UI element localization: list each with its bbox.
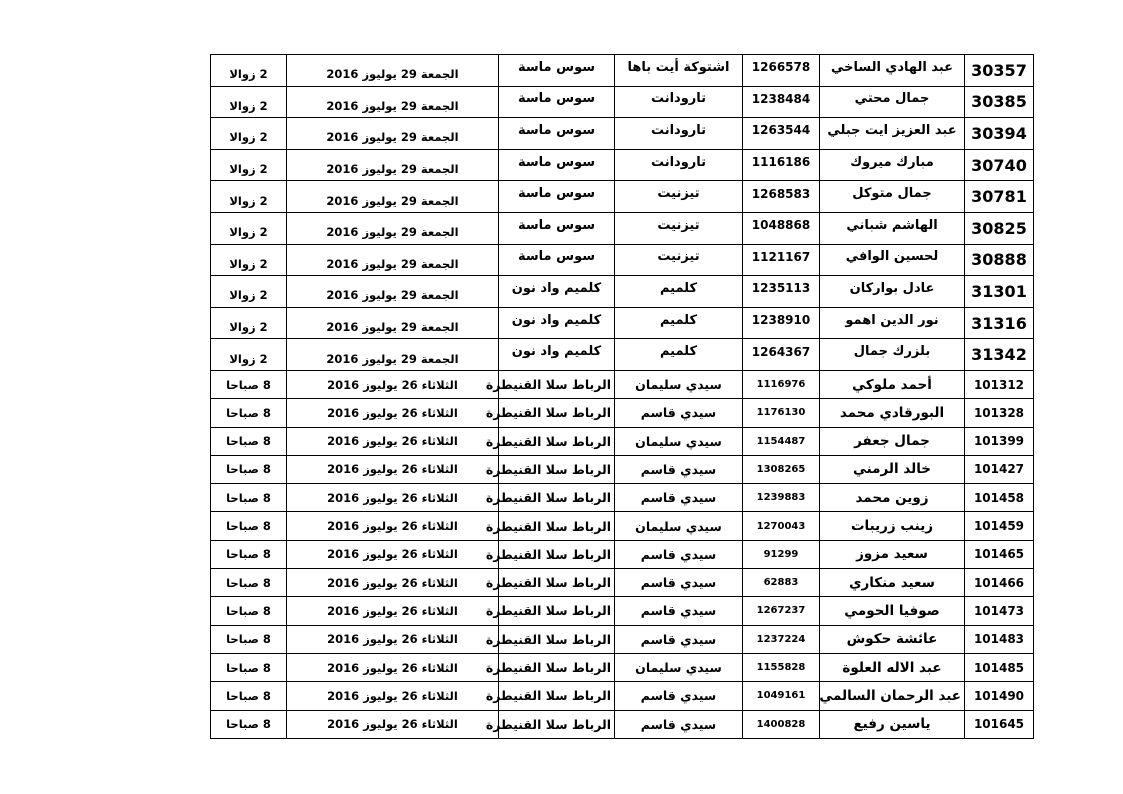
table-row (211, 540, 1034, 568)
time-cell: 8 صباحا (211, 512, 287, 540)
time-cell: 8 صباحا (211, 484, 287, 512)
code-cell: 1268583 (743, 181, 820, 213)
province-cell: تارودانت (615, 149, 743, 181)
region-cell: الرباط سلا القنيطرة (499, 625, 615, 653)
date-cell: الثلاثاء 26 يوليوز 2016 (287, 597, 499, 625)
number-cell: 101466 (965, 569, 1034, 597)
name-cell: نور الدين اهمو (820, 307, 965, 339)
name-cell: خالد الرمني (820, 455, 965, 483)
date-cell: الجمعة 29 يوليوز 2016 (287, 276, 499, 308)
time-cell: 8 صباحا (211, 399, 287, 427)
region-cell: سوس ماسة (499, 149, 615, 181)
table-row (211, 86, 1034, 118)
code-cell: 1266578 (743, 55, 820, 87)
province-cell: كلميم (615, 339, 743, 371)
number-cell: 30357 (965, 55, 1034, 87)
time-cell: 2 زوالا (211, 149, 287, 181)
province-cell: تارودانت (615, 86, 743, 118)
code-cell: 1048868 (743, 212, 820, 244)
table-row (211, 512, 1034, 540)
region-cell: الرباط سلا القنيطرة (499, 653, 615, 681)
time-cell: 2 زوالا (211, 118, 287, 150)
name-cell: عبد الاله العلوة (820, 653, 965, 681)
region-cell: سوس ماسة (499, 55, 615, 87)
code-cell: 1238484 (743, 86, 820, 118)
region-cell: كلميم واد نون (499, 339, 615, 371)
table-row (211, 653, 1034, 681)
region-cell: الرباط سلا القنيطرة (499, 484, 615, 512)
code-cell: 1263544 (743, 118, 820, 150)
time-cell: 8 صباحا (211, 569, 287, 597)
table-row (211, 276, 1034, 308)
roster-table (210, 54, 1034, 739)
region-cell: كلميم واد نون (499, 276, 615, 308)
number-cell: 31316 (965, 307, 1034, 339)
table-row (211, 484, 1034, 512)
date-cell: الثلاثاء 26 يوليوز 2016 (287, 625, 499, 653)
roster-table-body (211, 55, 1034, 739)
date-cell: الجمعة 29 يوليوز 2016 (287, 118, 499, 150)
table-row (211, 118, 1034, 150)
region-cell: سوس ماسة (499, 181, 615, 213)
region-cell: سوس ماسة (499, 118, 615, 150)
code-cell: 1235113 (743, 276, 820, 308)
code-cell: 1116976 (743, 370, 820, 398)
name-cell: عبد الرحمان السالمي (820, 682, 965, 710)
code-cell: 1049161 (743, 682, 820, 710)
code-cell: 1121167 (743, 244, 820, 276)
time-cell: 8 صباحا (211, 653, 287, 681)
region-cell: الرباط سلا القنيطرة (499, 512, 615, 540)
table-row (211, 55, 1034, 87)
region-cell: الرباط سلا القنيطرة (499, 370, 615, 398)
time-cell: 2 زوالا (211, 339, 287, 371)
table-row (211, 339, 1034, 371)
name-cell: عائشة حكوش (820, 625, 965, 653)
time-cell: 8 صباحا (211, 710, 287, 738)
province-cell: سيدي قاسم (615, 540, 743, 568)
number-cell: 101459 (965, 512, 1034, 540)
date-cell: الثلاثاء 26 يوليوز 2016 (287, 484, 499, 512)
region-cell: الرباط سلا القنيطرة (499, 597, 615, 625)
date-cell: الثلاثاء 26 يوليوز 2016 (287, 710, 499, 738)
name-cell: لحسين الوافي (820, 244, 965, 276)
name-cell: مبارك ميروك (820, 149, 965, 181)
province-cell: كلميم (615, 276, 743, 308)
time-cell: 2 زوالا (211, 212, 287, 244)
province-cell: تيزنيت (615, 181, 743, 213)
region-cell: الرباط سلا القنيطرة (499, 540, 615, 568)
date-cell: الثلاثاء 26 يوليوز 2016 (287, 427, 499, 455)
number-cell: 101483 (965, 625, 1034, 653)
time-cell: 8 صباحا (211, 682, 287, 710)
time-cell: 2 زوالا (211, 55, 287, 87)
region-cell: الرباط سلا القنيطرة (499, 427, 615, 455)
date-cell: الجمعة 29 يوليوز 2016 (287, 244, 499, 276)
region-cell: كلميم واد نون (499, 307, 615, 339)
time-cell: 8 صباحا (211, 597, 287, 625)
name-cell: عبد العزيز ايت جبلي (820, 118, 965, 150)
province-cell: سيدي قاسم (615, 455, 743, 483)
date-cell: الثلاثاء 26 يوليوز 2016 (287, 512, 499, 540)
number-cell: 101485 (965, 653, 1034, 681)
province-cell: سيدي سليمان (615, 512, 743, 540)
name-cell: زوين محمد (820, 484, 965, 512)
number-cell: 30825 (965, 212, 1034, 244)
date-cell: الثلاثاء 26 يوليوز 2016 (287, 682, 499, 710)
date-cell: الثلاثاء 26 يوليوز 2016 (287, 569, 499, 597)
code-cell: 1239883 (743, 484, 820, 512)
number-cell: 30394 (965, 118, 1034, 150)
region-cell: سوس ماسة (499, 244, 615, 276)
province-cell: سيدي قاسم (615, 682, 743, 710)
time-cell: 8 صباحا (211, 455, 287, 483)
name-cell: جمال محتي (820, 86, 965, 118)
table-row (211, 427, 1034, 455)
time-cell: 8 صباحا (211, 427, 287, 455)
name-cell: جمال جعفر (820, 427, 965, 455)
name-cell: جمال متوكل (820, 181, 965, 213)
date-cell: الثلاثاء 26 يوليوز 2016 (287, 399, 499, 427)
name-cell: عادل بواركان (820, 276, 965, 308)
time-cell: 2 زوالا (211, 307, 287, 339)
name-cell: أحمد ملوكي (820, 370, 965, 398)
code-cell: 1116186 (743, 149, 820, 181)
number-cell: 101490 (965, 682, 1034, 710)
code-cell: 62883 (743, 569, 820, 597)
region-cell: الرباط سلا القنيطرة (499, 569, 615, 597)
region-cell: الرباط سلا القنيطرة (499, 399, 615, 427)
province-cell: سيدي سليمان (615, 427, 743, 455)
number-cell: 31342 (965, 339, 1034, 371)
time-cell: 2 زوالا (211, 86, 287, 118)
code-cell: 1267237 (743, 597, 820, 625)
table-row (211, 307, 1034, 339)
date-cell: الثلاثاء 26 يوليوز 2016 (287, 540, 499, 568)
number-cell: 101473 (965, 597, 1034, 625)
table-row (211, 455, 1034, 483)
code-cell: 1308265 (743, 455, 820, 483)
time-cell: 2 زوالا (211, 181, 287, 213)
name-cell: سعيد مزوز (820, 540, 965, 568)
table-row (211, 682, 1034, 710)
name-cell: البورقادي محمد (820, 399, 965, 427)
name-cell: زينب زريبات (820, 512, 965, 540)
number-cell: 30888 (965, 244, 1034, 276)
province-cell: سيدي قاسم (615, 399, 743, 427)
table-row (211, 710, 1034, 738)
date-cell: الثلاثاء 26 يوليوز 2016 (287, 653, 499, 681)
name-cell: صوفيا الحومي (820, 597, 965, 625)
number-cell: 101458 (965, 484, 1034, 512)
province-cell: تارودانت (615, 118, 743, 150)
table-row (211, 597, 1034, 625)
name-cell: الهاشم شباني (820, 212, 965, 244)
province-cell: سيدي سليمان (615, 370, 743, 398)
code-cell: 1154487 (743, 427, 820, 455)
name-cell: بلزرك جمال (820, 339, 965, 371)
name-cell: سعيد منكاري (820, 569, 965, 597)
number-cell: 101645 (965, 710, 1034, 738)
code-cell: 1400828 (743, 710, 820, 738)
code-cell: 1238910 (743, 307, 820, 339)
province-cell: سيدي سليمان (615, 653, 743, 681)
region-cell: الرباط سلا القنيطرة (499, 455, 615, 483)
date-cell: الثلاثاء 26 يوليوز 2016 (287, 370, 499, 398)
table-row (211, 399, 1034, 427)
number-cell: 101312 (965, 370, 1034, 398)
number-cell: 101328 (965, 399, 1034, 427)
province-cell: سيدي قاسم (615, 569, 743, 597)
code-cell: 1270043 (743, 512, 820, 540)
table-row (211, 370, 1034, 398)
province-cell: سيدي قاسم (615, 625, 743, 653)
province-cell: سيدي قاسم (615, 597, 743, 625)
date-cell: الجمعة 29 يوليوز 2016 (287, 181, 499, 213)
date-cell: الجمعة 29 يوليوز 2016 (287, 86, 499, 118)
date-cell: الجمعة 29 يوليوز 2016 (287, 307, 499, 339)
region-cell: الرباط سلا القنيطرة (499, 710, 615, 738)
table-row (211, 625, 1034, 653)
number-cell: 30740 (965, 149, 1034, 181)
time-cell: 2 زوالا (211, 244, 287, 276)
code-cell: 1237224 (743, 625, 820, 653)
name-cell: عبد الهادي الساخي (820, 55, 965, 87)
table-row (211, 244, 1034, 276)
province-cell: اشتوكة أيت باها (615, 55, 743, 87)
province-cell: تيزنيت (615, 244, 743, 276)
province-cell: كلميم (615, 307, 743, 339)
number-cell: 101465 (965, 540, 1034, 568)
date-cell: الثلاثاء 26 يوليوز 2016 (287, 455, 499, 483)
name-cell: ياسين رفيع (820, 710, 965, 738)
date-cell: الجمعة 29 يوليوز 2016 (287, 149, 499, 181)
time-cell: 8 صباحا (211, 540, 287, 568)
code-cell: 1264367 (743, 339, 820, 371)
code-cell: 1155828 (743, 653, 820, 681)
number-cell: 30781 (965, 181, 1034, 213)
date-cell: الجمعة 29 يوليوز 2016 (287, 55, 499, 87)
region-cell: سوس ماسة (499, 212, 615, 244)
province-cell: تيزنيت (615, 212, 743, 244)
code-cell: 1176130 (743, 399, 820, 427)
table-row (211, 569, 1034, 597)
code-cell: 91299 (743, 540, 820, 568)
number-cell: 31301 (965, 276, 1034, 308)
province-cell: سيدي قاسم (615, 710, 743, 738)
time-cell: 2 زوالا (211, 276, 287, 308)
table-row (211, 181, 1034, 213)
table-row (211, 149, 1034, 181)
region-cell: الرباط سلا القنيطرة (499, 682, 615, 710)
date-cell: الجمعة 29 يوليوز 2016 (287, 212, 499, 244)
number-cell: 30385 (965, 86, 1034, 118)
number-cell: 101399 (965, 427, 1034, 455)
time-cell: 8 صباحا (211, 625, 287, 653)
date-cell: الجمعة 29 يوليوز 2016 (287, 339, 499, 371)
table-row (211, 212, 1034, 244)
region-cell: سوس ماسة (499, 86, 615, 118)
number-cell: 101427 (965, 455, 1034, 483)
province-cell: سيدي قاسم (615, 484, 743, 512)
time-cell: 8 صباحا (211, 370, 287, 398)
